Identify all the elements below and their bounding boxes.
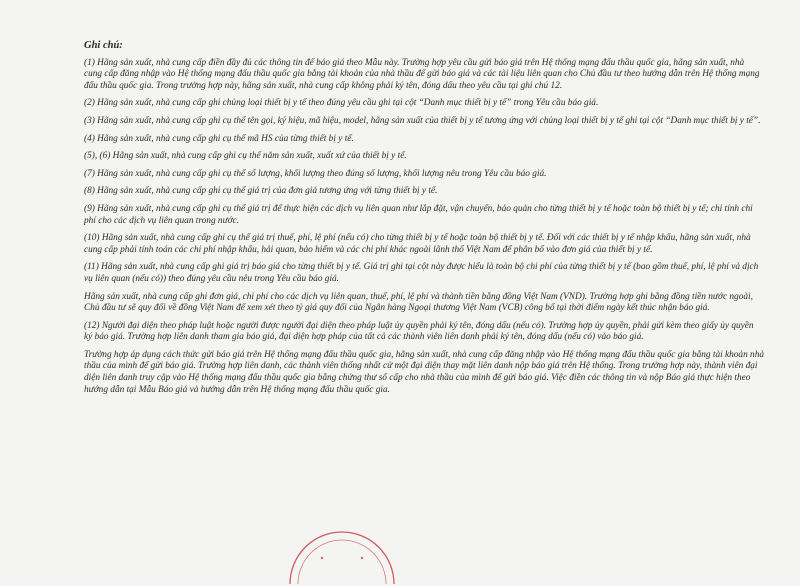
notes-section [84, 40, 764, 402]
note-1: (1) Hãng sản xuất, nhà cung cấp điền đầy đủ các thông tin để báo giá theo Mẫu này. Trường hợp yêu cầu gửi báo giá trên Hệ thống mạng đấu thầu quốc gia, hãng sản xuất, nhà cung cấp đăng nhập vào Hệ thống mạng đấu thầu quốc gia bằng tài khoản của nhà thầu để gửi báo giá và các tài liệu liên quan cho Chủ đầu tư theo hướng dẫn trên Hệ thống mạng đấu thầu quốc gia. Trong trường hợp này, hãng sản xuất, nhà cung cấp không phải ký tên, đóng dấu theo yêu cầu tại ghi chú 12. [84, 57, 760, 91]
note-7: (7) Hãng sản xuất, nhà cung cấp ghi cụ thể số lượng, khối lượng theo đúng số lượng, khối lượng nêu trong Yêu cầu báo giá. [84, 168, 547, 179]
note-9: (9) Hãng sản xuất, nhà cung cấp ghi cụ thể giá trị để thực hiện các dịch vụ liên quan như lắp đặt, vận chuyển, bảo quản cho từng thiết bị y tế hoặc toàn bộ thiết bị y tế; chi tính chi phí cho các dịch vụ liên quan trong nước. [84, 203, 753, 226]
note-11-currency: Hãng sản xuất, nhà cung cấp ghi đơn giá, chi phí cho các dịch vụ liên quan, thuế, phí, lệ phí và thành tiền bằng đồng Việt Nam (VND). Trường hợp ghi bằng đồng tiền nước ngoài, Chủ đầu tư sẽ quy đổi về đồng Việt Nam để xem xét theo tỷ giá quy đổi của Ngân hàng Ngoại thương Việt Nam (VCB) công bố tại thời điểm ngày kết thúc nhận báo giá. [84, 291, 753, 314]
red-seal-stamp [282, 526, 402, 586]
note-4: (4) Hãng sản xuất, nhà cung cấp ghi cụ thể mã HS của từng thiết bị y tế. [84, 133, 354, 144]
notes-title: Ghi chú: [84, 40, 123, 51]
note-2: (2) Hãng sản xuất, nhà cung cấp ghi chủng loại thiết bị y tế theo đúng yêu cầu ghi tại cột “Danh mục thiết bị y tế” trong Yêu cầu báo giá. [84, 98, 599, 109]
note-8: (8) Hãng sản xuất, nhà cung cấp ghi cụ thể giá trị của đơn giá tương ứng với từng thiết bị y tế. [84, 186, 438, 197]
note-12-online: Trường hợp áp dụng cách thức gửi báo giá trên Hệ thống mạng đấu thầu quốc gia, hãng sản xuất, nhà cung cấp đăng nhập vào Hệ thống mạng đấu thầu quốc gia bằng tài khoản nhà thầu của mình để gửi báo giá. Trường hợp liên danh, các thành viên thống nhất cử một đại diện thay mặt liên danh nộp báo giá trên Hệ thống. Trong trường hợp này, thành viên đại diện liên danh truy cập vào Hệ thống mạng đấu thầu quốc gia bằng chứng thư số cấp cho nhà thầu của mình để gửi báo giá. Việc điền các thông tin và nộp Báo giá thực hiện theo hướng dẫn tại Mẫu Báo giá và hướng dẫn trên Hệ thống mạng đấu thầu quốc gia. [84, 349, 764, 395]
note-12: (12) Người đại diện theo pháp luật hoặc người được người đại diện theo pháp luật ủy quyền phải ký tên, đóng dấu (nếu có). Trường hợp ủy quyền, phải gửi kèm theo giấy ủy quyền ký báo giá. Trường hợp liên danh tham gia báo giá, đại diện hợp pháp của tất cả các thành viên liên danh phải ký tên, đóng dấu (nếu có) vào báo giá. [84, 320, 754, 343]
note-5-6: (5), (6) Hãng sản xuất, nhà cung cấp ghi cụ thể năm sản xuất, xuất xứ của thiết bị y tế. [84, 151, 407, 162]
note-10: (10) Hãng sản xuất, nhà cung cấp ghi cụ thể giá trị thuế, phí, lệ phí (nếu có) cho từng thiết bị y tế hoặc toàn bộ thiết bị y tế. Đối với các thiết bị y tế nhập khẩu, hãng sản xuất, nhà cung cấp phải tính toán các chi phí nhập khẩu, hải quan, bảo hiểm và các chi phí khác ngoài lãnh thổ Việt Nam để phân bổ vào đơn giá của thiết bị y tế. [84, 233, 751, 255]
note-3: (3) Hãng sản xuất, nhà cung cấp ghi cụ thể tên gọi, ký hiệu, mã hiệu, model, hãng sản xuất của thiết bị y tế tương ứng với chủng loại thiết bị y tế ghi tại cột “Danh mục thiết bị y tế”. [84, 115, 761, 126]
note-11: (11) Hãng sản xuất, nhà cung cấp ghi giá trị báo giá cho từng thiết bị y tế. Giá trị ghi tại cột này được hiểu là toàn bộ chi phí của từng thiết bị y tế (bao gồm thuế, phí, lệ phí và dịch vụ liên quan (nếu có)) theo đúng yêu cầu nêu trong Yêu cầu báo giá. [84, 262, 759, 284]
